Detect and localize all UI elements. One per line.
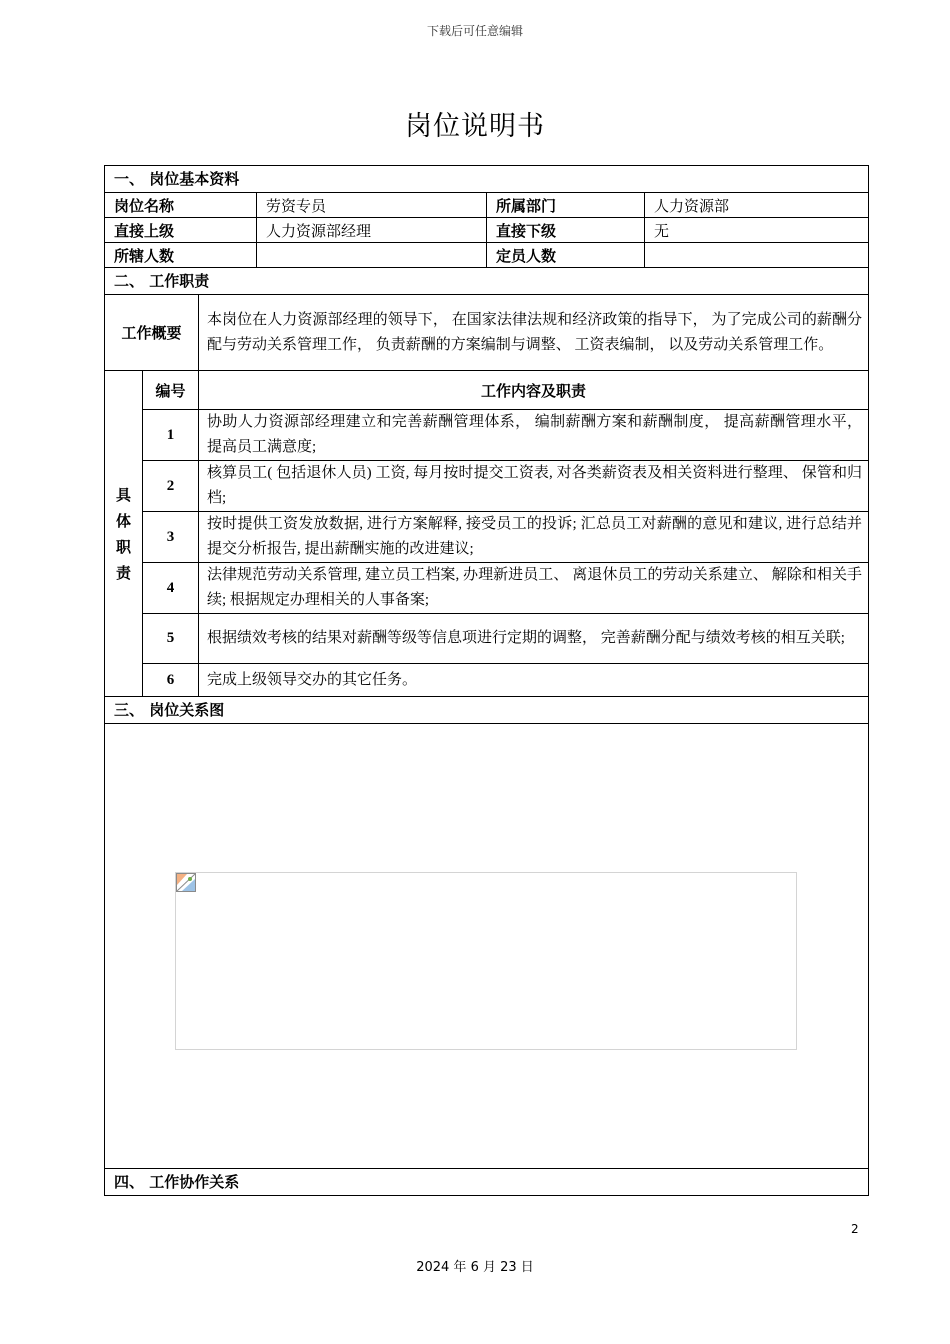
duty-number: 3: [143, 512, 199, 563]
duty-text: 按时提供工资发放数据, 进行方案解释, 接受员工的投诉; 汇总员工对薪酬的意见和建议, 进行总结并提交分析报告, 提出薪酬实施的改进建议;: [199, 512, 869, 563]
duties-label-char: 体: [115, 511, 131, 530]
duty-text: 完成上级领导交办的其它任务。: [199, 664, 869, 697]
duty-text: 根据绩效考核的结果对薪酬等级等信息项进行定期的调整， 完善薪酬分配与绩效考核的相互关联;: [199, 614, 869, 664]
duty-text: 核算员工( 包括退休人员) 工资, 每月按时提交工资表, 对各类薪资表及相关资料进行整理、 保管和归档;: [199, 461, 869, 512]
section-heading: 三、 岗位关系图: [105, 697, 869, 724]
duty-text: 协助人力资源部经理建立和完善薪酬管理体系， 编制薪酬方案和薪酬制度， 提高薪酬管理水平， 提高员工满意度;: [199, 410, 869, 461]
field-label: 直接上级: [105, 218, 257, 243]
duties-label-char: 具: [115, 485, 131, 504]
broken-image-icon: [176, 873, 196, 892]
field-label: 岗位名称: [105, 193, 257, 218]
section-header-duties: [105, 268, 869, 295]
field-label: 所辖人数: [105, 243, 257, 268]
duties-label-char: 责: [115, 563, 131, 582]
duty-number: 1: [143, 410, 199, 461]
column-header-no: 编号: [143, 371, 199, 410]
duty-number: 2: [143, 461, 199, 512]
footer-date: 2024 年 6 月 23 日: [416, 1260, 534, 1275]
section-heading: 四、 工作协作关系: [105, 1169, 869, 1196]
relationship-diagram-area: [105, 724, 869, 1169]
duty-row: [105, 512, 869, 563]
duties-header-row: [105, 371, 869, 410]
field-label: 直接下级: [487, 218, 645, 243]
summary-row: [105, 295, 869, 371]
diagram-row: [105, 724, 869, 1169]
job-description-document: [104, 165, 868, 1196]
duty-row: [105, 614, 869, 664]
section-heading: 一、 岗位基本资料: [105, 166, 869, 193]
field-value: 无: [645, 218, 869, 243]
duties-label-char: 职: [115, 537, 131, 556]
field-value: 人力资源部: [645, 193, 869, 218]
field-value: 人力资源部经理: [257, 218, 487, 243]
job-description-table: [104, 165, 869, 1196]
header-note: 下载后可任意编辑: [426, 24, 523, 38]
column-header-content: 工作内容及职责: [199, 371, 869, 410]
broken-image-placeholder: [175, 872, 797, 1050]
field-value: 劳资专员: [257, 193, 487, 218]
section-header-basic-info: [105, 166, 869, 193]
duty-row: [105, 461, 869, 512]
summary-text: 本岗位在人力资源部经理的领导下， 在国家法律法规和经济政策的指导下， 为了完成公司的薪酬分配与劳动关系管理工作， 负责薪酬的方案编制与调整、 工资表编制， 以及劳动关系管理工作。: [199, 295, 869, 371]
info-row: [105, 243, 869, 268]
section-header-cooperation: [105, 1169, 869, 1196]
duty-row: [105, 563, 869, 614]
info-row: [105, 218, 869, 243]
info-row: [105, 193, 869, 218]
section-header-relationship: [105, 697, 869, 724]
duties-vertical-label: [105, 371, 143, 697]
duty-text: 法律规范劳动关系管理, 建立员工档案, 办理新进员工、 离退休员工的劳动关系建立、 解除和相关手续; 根据规定办理相关的人事备案;: [199, 563, 869, 614]
field-value: [645, 243, 869, 268]
field-label: 所属部门: [487, 193, 645, 218]
duty-number: 6: [143, 664, 199, 697]
duty-row: [105, 410, 869, 461]
duty-row: [105, 664, 869, 697]
summary-label: 工作概要: [105, 295, 199, 371]
duty-number: 4: [143, 563, 199, 614]
duty-number: 5: [143, 614, 199, 664]
field-value: [257, 243, 487, 268]
field-label: 定员人数: [487, 243, 645, 268]
page-title: 岗位说明书: [405, 111, 545, 142]
page-number: 2: [851, 1222, 859, 1236]
section-heading: 二、 工作职责: [105, 268, 869, 295]
